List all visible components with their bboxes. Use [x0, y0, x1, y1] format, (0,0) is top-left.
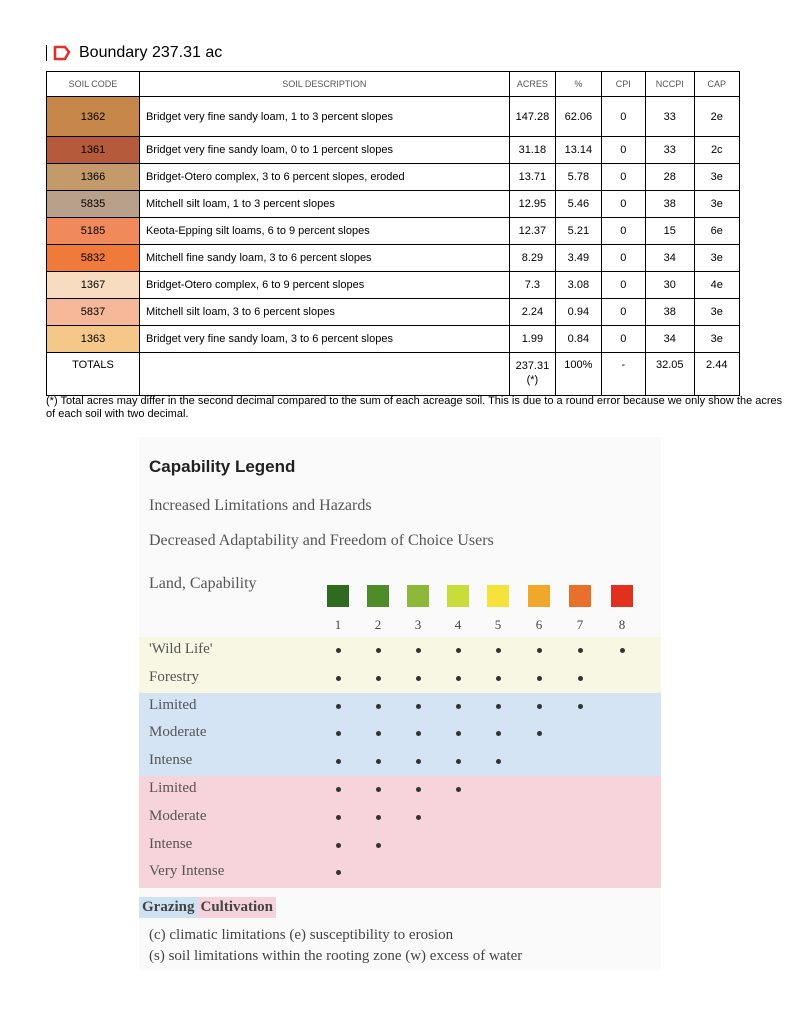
soil-code-cell: 1367 — [47, 272, 140, 299]
legend-tags — [139, 897, 276, 921]
soil-code-cell: 5185 — [47, 218, 140, 245]
capability-dot — [416, 676, 421, 681]
cap-cell: 3e — [694, 326, 739, 353]
legend-band-graze — [139, 748, 661, 776]
acres-cell: 147.28 — [509, 97, 555, 137]
legend-line-adaptability: Decreased Adaptability and Freedom of Choice Users — [149, 532, 494, 549]
boundary-title: Boundary 237.31 ac — [79, 44, 223, 61]
cpi-cell: 0 — [601, 137, 645, 164]
capability-class-number: 1 — [334, 617, 342, 632]
boundary-icon — [53, 45, 71, 61]
table-row — [47, 137, 740, 164]
legend-row-label: Limited — [149, 780, 197, 796]
nccpi-cell: 34 — [646, 245, 694, 272]
legend-band-graze — [139, 720, 661, 748]
legend-line-limitations: Increased Limitations and Hazards — [149, 497, 372, 514]
capability-dot — [456, 648, 461, 653]
capability-dot — [537, 676, 542, 681]
soil-description-cell: Keota-Epping silt loams, 6 to 9 percent slopes — [139, 218, 509, 245]
legend-band-cult — [139, 776, 661, 804]
legend-row-label: Moderate — [149, 807, 207, 824]
soil-code-cell: 5835 — [47, 191, 140, 218]
percent-cell: 5.21 — [556, 218, 601, 245]
capability-dot — [456, 676, 461, 681]
legend-row-label: Very Intense — [149, 863, 225, 880]
totals-desc — [139, 353, 509, 396]
acres-cell: 7.3 — [509, 272, 555, 299]
capability-dot — [336, 787, 341, 792]
legend-footnote-sw: (s) soil limitations within the rooting zone (w) excess of water — [149, 948, 523, 964]
capability-class-number: 8 — [618, 617, 626, 632]
legend-row-label: Intense — [149, 752, 193, 769]
nccpi-cell: 38 — [646, 299, 694, 326]
col-soil-description: SOIL DESCRIPTION — [139, 72, 509, 97]
soil-code-cell: 1361 — [47, 137, 140, 164]
nccpi-cell: 33 — [646, 137, 694, 164]
totals-label: TOTALS — [47, 353, 140, 396]
percent-cell: 5.78 — [556, 164, 601, 191]
soil-code-cell: 1362 — [47, 97, 140, 137]
soil-description-cell: Bridget-Otero complex, 3 to 6 percent slopes, eroded — [139, 164, 509, 191]
capability-dot — [376, 676, 381, 681]
cpi-cell: 0 — [601, 191, 645, 218]
table-row — [47, 299, 740, 326]
col-percent: % — [556, 72, 601, 97]
soils-table — [46, 71, 740, 396]
nccpi-cell: 15 — [646, 218, 694, 245]
soil-code-cell: 1366 — [47, 164, 140, 191]
capability-dot — [456, 787, 461, 792]
capability-dot — [416, 787, 421, 792]
soil-code-cell: 1363 — [47, 326, 140, 353]
table-row — [47, 97, 740, 137]
cpi-cell: 0 — [601, 218, 645, 245]
capability-class-number: 2 — [374, 617, 382, 632]
col-acres: ACRES — [509, 72, 555, 97]
capability-swatch-2 — [367, 585, 389, 607]
capability-dot — [416, 648, 421, 653]
capability-class-number: 7 — [576, 617, 584, 632]
percent-cell: 0.84 — [556, 326, 601, 353]
capability-dot — [496, 648, 501, 653]
capability-dot — [376, 787, 381, 792]
acres-cell: 2.24 — [509, 299, 555, 326]
col-nccpi: NCCPI — [646, 72, 694, 97]
soil-description-cell: Bridget very fine sandy loam, 1 to 3 percent slopes — [139, 97, 509, 137]
table-row — [47, 218, 740, 245]
soil-code-cell: 5832 — [47, 245, 140, 272]
acres-cell: 8.29 — [509, 245, 555, 272]
cpi-cell: 0 — [601, 299, 645, 326]
table-row — [47, 272, 740, 299]
legend-footnote-ce: (c) climatic limitations (e) susceptibility to erosion — [149, 927, 454, 943]
percent-cell: 62.06 — [556, 97, 601, 137]
col-soil-code: SOIL CODE — [47, 72, 140, 97]
capability-swatch-3 — [407, 585, 429, 607]
capability-dot — [496, 704, 501, 709]
soil-code-cell: 5837 — [47, 299, 140, 326]
table-row — [47, 326, 740, 353]
cap-cell: 4e — [694, 272, 739, 299]
totals-nccpi: 32.05 — [646, 353, 694, 396]
totals-acres: 237.31(*) — [509, 353, 555, 396]
capability-class-number: 3 — [414, 617, 422, 632]
capability-swatch-6 — [528, 585, 550, 607]
capability-dot — [336, 648, 341, 653]
totals-cpi: - — [601, 353, 645, 396]
capability-dot — [578, 648, 583, 653]
boundary-header — [46, 42, 222, 64]
nccpi-cell: 33 — [646, 97, 694, 137]
capability-dot — [537, 704, 542, 709]
header-divider — [46, 45, 47, 61]
cap-cell: 3e — [694, 299, 739, 326]
capability-dot — [336, 815, 341, 820]
capability-class-number: 6 — [535, 617, 543, 632]
cap-cell: 3e — [694, 164, 739, 191]
table-row — [47, 191, 740, 218]
capability-legend — [139, 437, 661, 970]
percent-cell: 3.49 — [556, 245, 601, 272]
legend-band-cult — [139, 832, 661, 860]
percent-cell: 5.46 — [556, 191, 601, 218]
capability-dot — [620, 648, 625, 653]
percent-cell: 0.94 — [556, 299, 601, 326]
capability-dot — [376, 648, 381, 653]
capability-dot — [376, 815, 381, 820]
cap-cell: 2e — [694, 97, 739, 137]
totals-percent: 100% — [556, 353, 601, 396]
nccpi-cell: 30 — [646, 272, 694, 299]
legend-band-cult — [139, 804, 661, 832]
nccpi-cell: 38 — [646, 191, 694, 218]
cpi-cell: 0 — [601, 164, 645, 191]
col-cpi: CPI — [601, 72, 645, 97]
table-header-row — [47, 72, 740, 97]
capability-dot — [578, 676, 583, 681]
percent-cell: 13.14 — [556, 137, 601, 164]
cpi-cell: 0 — [601, 97, 645, 137]
capability-dot — [376, 843, 381, 848]
capability-dot — [336, 676, 341, 681]
soil-description-cell: Mitchell fine sandy loam, 3 to 6 percent slopes — [139, 245, 509, 272]
capability-swatch-4 — [447, 585, 469, 607]
capability-dot — [376, 704, 381, 709]
legend-row-label: Limited — [149, 696, 197, 713]
legend-row-label: Moderate — [149, 724, 207, 741]
acres-cell: 1.99 — [509, 326, 555, 353]
percent-cell: 3.08 — [556, 272, 601, 299]
acres-cell: 31.18 — [509, 137, 555, 164]
capability-dot — [416, 704, 421, 709]
nccpi-cell: 28 — [646, 164, 694, 191]
acres-cell: 13.71 — [509, 164, 555, 191]
capability-swatch-5 — [487, 585, 509, 607]
legend-row-label: 'Wild Life' — [149, 641, 213, 657]
capability-dot — [456, 704, 461, 709]
legend-title: Capability Legend — [149, 457, 296, 476]
acres-cell: 12.37 — [509, 218, 555, 245]
capability-dot — [578, 704, 583, 709]
totals-cap: 2.44 — [694, 353, 739, 396]
table-row — [47, 164, 740, 191]
capability-swatch-1 — [327, 585, 349, 607]
grazing-tag: Grazing — [139, 897, 198, 918]
capability-dot — [336, 843, 341, 848]
soil-description-cell: Bridget very fine sandy loam, 3 to 6 percent slopes — [139, 326, 509, 353]
capability-class-number: 5 — [494, 617, 502, 632]
capability-class-number: 4 — [454, 617, 462, 632]
cultivation-tag: Cultivation — [198, 897, 277, 918]
cap-cell: 3e — [694, 245, 739, 272]
nccpi-cell: 34 — [646, 326, 694, 353]
cap-cell: 2c — [694, 137, 739, 164]
cap-cell: 3e — [694, 191, 739, 218]
capability-swatch-8 — [611, 585, 633, 607]
table-row — [47, 245, 740, 272]
soil-description-cell: Bridget very fine sandy loam, 0 to 1 percent slopes — [139, 137, 509, 164]
cpi-cell: 0 — [601, 245, 645, 272]
cpi-cell: 0 — [601, 326, 645, 353]
col-cap: CAP — [694, 72, 739, 97]
capability-dot — [336, 704, 341, 709]
legend-row-label: Intense — [149, 835, 193, 852]
cpi-cell: 0 — [601, 272, 645, 299]
capability-swatch-7 — [569, 585, 591, 607]
acres-cell: 12.95 — [509, 191, 555, 218]
rounding-note: (*) Total acres may differ in the second decimal compared to the sum of each acreage soil. This is due to a round error because we only show the acres of each soil with two decimal. — [46, 395, 783, 420]
soil-description-cell: Bridget-Otero complex, 6 to 9 percent slopes — [139, 272, 509, 299]
capability-dot — [416, 815, 421, 820]
totals-row — [47, 353, 740, 396]
land-capability-label: Land, Capability — [149, 575, 257, 592]
cap-cell: 6e — [694, 218, 739, 245]
capability-dot — [537, 648, 542, 653]
soil-description-cell: Mitchell silt loam, 1 to 3 percent slopes — [139, 191, 509, 218]
legend-row-label: Forestry — [149, 668, 199, 685]
capability-dot — [496, 676, 501, 681]
soil-description-cell: Mitchell silt loam, 3 to 6 percent slopes — [139, 299, 509, 326]
